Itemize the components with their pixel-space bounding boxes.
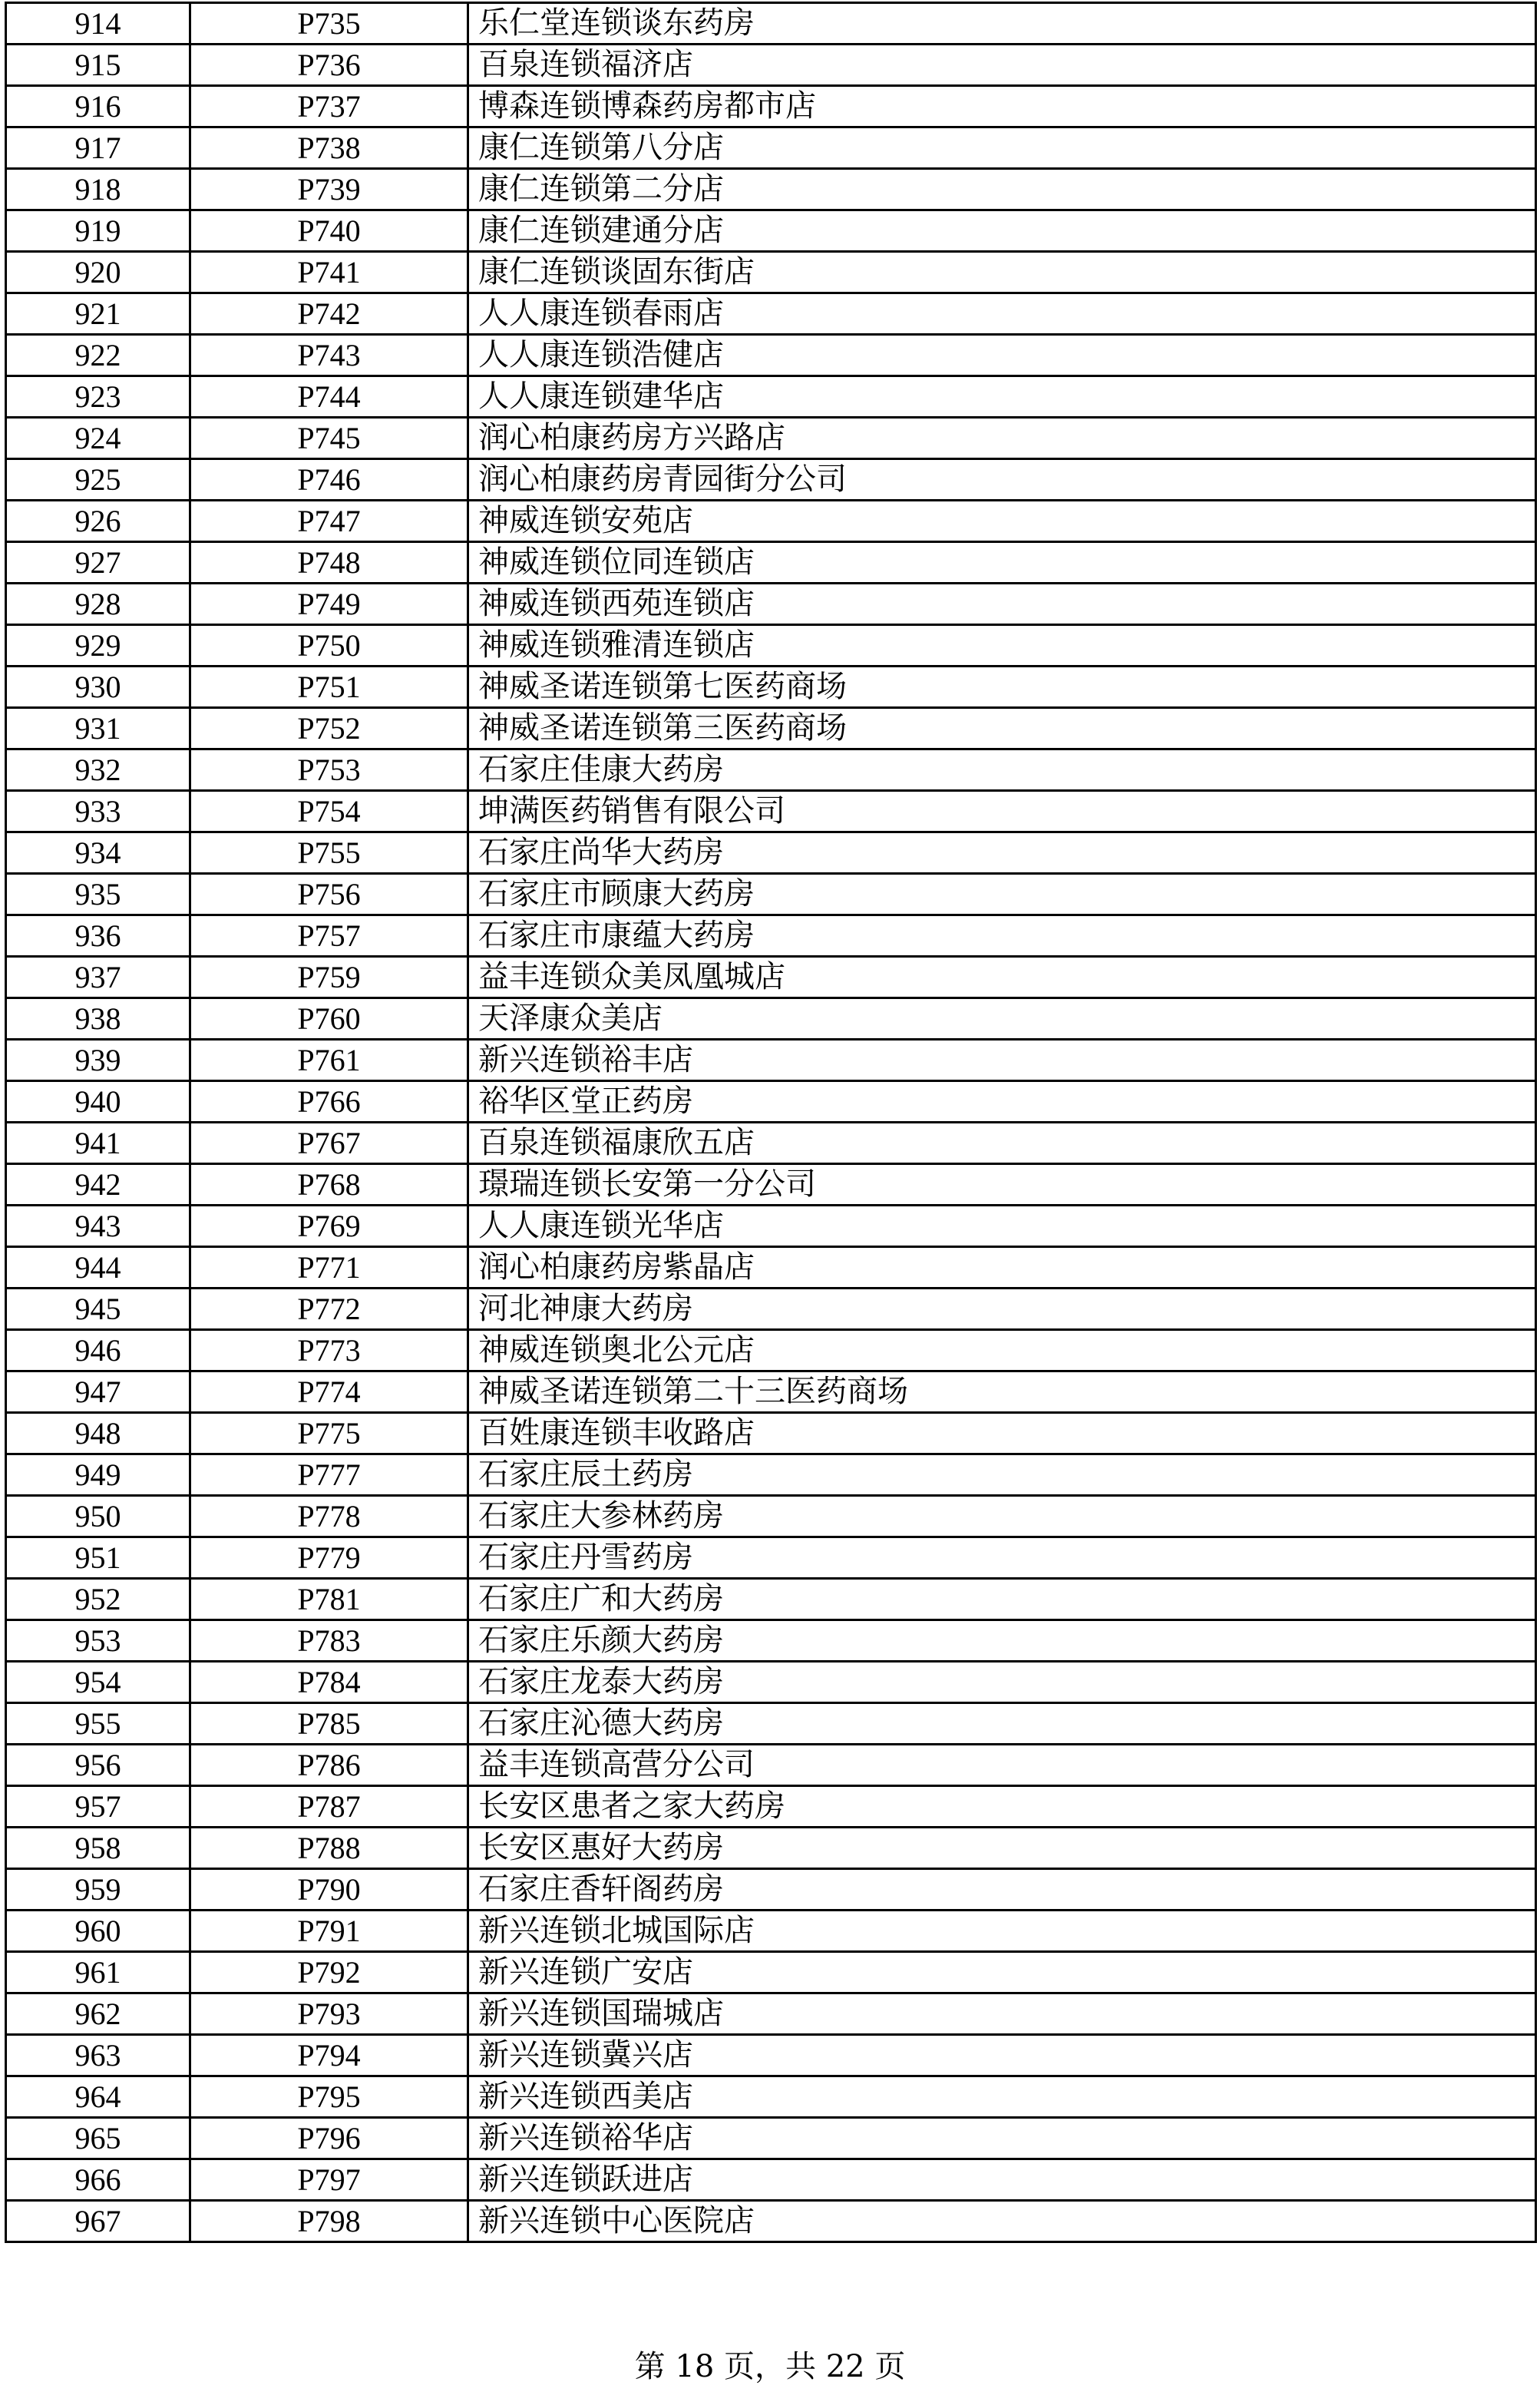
table-row	[6, 418, 1536, 459]
pharmacy-list-table	[5, 2, 1537, 2243]
row-number-cell: 944	[6, 1247, 190, 1289]
row-number-cell: 947	[6, 1371, 190, 1413]
table-row	[6, 1081, 1536, 1123]
row-number-cell: 960	[6, 1911, 190, 1952]
table-row	[6, 1164, 1536, 1206]
store-name-cell: 润心柏康药房青园街分公司	[468, 459, 1536, 501]
store-name-cell: 石家庄大参林药房	[468, 1496, 1536, 1537]
row-number-cell: 940	[6, 1081, 190, 1123]
row-number-cell: 914	[6, 3, 190, 45]
store-code-cell: P779	[190, 1537, 468, 1579]
row-number-cell: 920	[6, 252, 190, 293]
row-number-cell: 957	[6, 1786, 190, 1828]
table-row	[6, 1413, 1536, 1454]
store-code-cell: P773	[190, 1330, 468, 1371]
row-number-cell: 966	[6, 2159, 190, 2201]
store-code-cell: P755	[190, 832, 468, 874]
row-number-cell: 953	[6, 1620, 190, 1662]
store-code-cell: P777	[190, 1454, 468, 1496]
row-number-cell: 951	[6, 1537, 190, 1579]
table-row	[6, 1371, 1536, 1413]
store-code-cell: P750	[190, 625, 468, 667]
store-code-cell: P784	[190, 1662, 468, 1703]
store-code-cell: P746	[190, 459, 468, 501]
row-number-cell: 922	[6, 335, 190, 376]
row-number-cell: 952	[6, 1579, 190, 1620]
store-code-cell: P738	[190, 127, 468, 169]
store-name-cell: 百泉连锁福康欣五店	[468, 1123, 1536, 1164]
store-code-cell: P767	[190, 1123, 468, 1164]
store-code-cell: P757	[190, 915, 468, 957]
row-number-cell: 919	[6, 210, 190, 252]
row-number-cell: 967	[6, 2201, 190, 2242]
table-row	[6, 169, 1536, 210]
table-row	[6, 2035, 1536, 2076]
store-name-cell: 百姓康连锁丰收路店	[468, 1413, 1536, 1454]
row-number-cell: 924	[6, 418, 190, 459]
row-number-cell: 925	[6, 459, 190, 501]
row-number-cell: 931	[6, 708, 190, 749]
store-name-cell: 新兴连锁西美店	[468, 2076, 1536, 2118]
store-code-cell: P768	[190, 1164, 468, 1206]
store-code-cell: P781	[190, 1579, 468, 1620]
row-number-cell: 964	[6, 2076, 190, 2118]
store-name-cell: 石家庄丹雪药房	[468, 1537, 1536, 1579]
store-code-cell: P775	[190, 1413, 468, 1454]
store-code-cell: P797	[190, 2159, 468, 2201]
store-code-cell: P756	[190, 874, 468, 915]
store-name-cell: 石家庄市康蕴大药房	[468, 915, 1536, 957]
table-row	[6, 335, 1536, 376]
row-number-cell: 939	[6, 1040, 190, 1081]
table-row	[6, 1662, 1536, 1703]
table-row	[6, 1828, 1536, 1869]
store-code-cell: P774	[190, 1371, 468, 1413]
store-name-cell: 石家庄市顾康大药房	[468, 874, 1536, 915]
table-row	[6, 2201, 1536, 2242]
store-code-cell: P792	[190, 1952, 468, 1993]
row-number-cell: 921	[6, 293, 190, 335]
row-number-cell: 928	[6, 584, 190, 625]
table-row	[6, 1040, 1536, 1081]
store-code-cell: P753	[190, 749, 468, 791]
table-row	[6, 667, 1536, 708]
store-code-cell: P741	[190, 252, 468, 293]
table-row	[6, 584, 1536, 625]
table-row	[6, 1911, 1536, 1952]
store-name-cell: 康仁连锁第二分店	[468, 169, 1536, 210]
store-name-cell: 百泉连锁福济店	[468, 45, 1536, 86]
row-number-cell: 927	[6, 542, 190, 584]
store-name-cell: 石家庄辰土药房	[468, 1454, 1536, 1496]
table-row	[6, 252, 1536, 293]
store-name-cell: 神威连锁雅清连锁店	[468, 625, 1536, 667]
row-number-cell: 933	[6, 791, 190, 832]
store-name-cell: 康仁连锁建通分店	[468, 210, 1536, 252]
table-row	[6, 2159, 1536, 2201]
row-number-cell: 963	[6, 2035, 190, 2076]
store-code-cell: P787	[190, 1786, 468, 1828]
store-code-cell: P795	[190, 2076, 468, 2118]
store-name-cell: 石家庄广和大药房	[468, 1579, 1536, 1620]
store-name-cell: 河北神康大药房	[468, 1289, 1536, 1330]
row-number-cell: 935	[6, 874, 190, 915]
table-row	[6, 210, 1536, 252]
table-row	[6, 2076, 1536, 2118]
table-row	[6, 3, 1536, 45]
store-code-cell: P794	[190, 2035, 468, 2076]
store-name-cell: 坤满医药销售有限公司	[468, 791, 1536, 832]
store-name-cell: 神威连锁奥北公元店	[468, 1330, 1536, 1371]
store-name-cell: 新兴连锁国瑞城店	[468, 1993, 1536, 2035]
table-row	[6, 1620, 1536, 1662]
store-code-cell: P798	[190, 2201, 468, 2242]
table-row	[6, 86, 1536, 127]
store-code-cell: P739	[190, 169, 468, 210]
table-row	[6, 1247, 1536, 1289]
table-row	[6, 832, 1536, 874]
row-number-cell: 946	[6, 1330, 190, 1371]
table-row	[6, 1579, 1536, 1620]
table-row	[6, 791, 1536, 832]
store-name-cell: 乐仁堂连锁谈东药房	[468, 3, 1536, 45]
table-row	[6, 1786, 1536, 1828]
store-code-cell: P759	[190, 957, 468, 998]
row-number-cell: 949	[6, 1454, 190, 1496]
store-code-cell: P742	[190, 293, 468, 335]
store-code-cell: P747	[190, 501, 468, 542]
store-code-cell: P783	[190, 1620, 468, 1662]
store-code-cell: P748	[190, 542, 468, 584]
store-name-cell: 人人康连锁光华店	[468, 1206, 1536, 1247]
row-number-cell: 916	[6, 86, 190, 127]
row-number-cell: 956	[6, 1745, 190, 1786]
store-name-cell: 石家庄龙泰大药房	[468, 1662, 1536, 1703]
row-number-cell: 948	[6, 1413, 190, 1454]
table-row	[6, 1123, 1536, 1164]
store-code-cell: P745	[190, 418, 468, 459]
table-row	[6, 1952, 1536, 1993]
row-number-cell: 915	[6, 45, 190, 86]
table-row	[6, 459, 1536, 501]
table-row	[6, 625, 1536, 667]
table-row	[6, 874, 1536, 915]
store-code-cell: P754	[190, 791, 468, 832]
store-name-cell: 益丰连锁高营分公司	[468, 1745, 1536, 1786]
table-row	[6, 957, 1536, 998]
store-code-cell: P737	[190, 86, 468, 127]
row-number-cell: 950	[6, 1496, 190, 1537]
store-name-cell: 裕华区堂正药房	[468, 1081, 1536, 1123]
store-name-cell: 新兴连锁裕丰店	[468, 1040, 1536, 1081]
row-number-cell: 955	[6, 1703, 190, 1745]
store-name-cell: 新兴连锁广安店	[468, 1952, 1536, 1993]
store-name-cell: 神威连锁安苑店	[468, 501, 1536, 542]
store-code-cell: P772	[190, 1289, 468, 1330]
store-code-cell: P760	[190, 998, 468, 1040]
row-number-cell: 936	[6, 915, 190, 957]
table-row	[6, 1330, 1536, 1371]
row-number-cell: 917	[6, 127, 190, 169]
row-number-cell: 938	[6, 998, 190, 1040]
row-number-cell: 926	[6, 501, 190, 542]
store-name-cell: 博森连锁博森药房都市店	[468, 86, 1536, 127]
store-code-cell: P778	[190, 1496, 468, 1537]
table-row	[6, 1869, 1536, 1911]
store-name-cell: 石家庄乐颜大药房	[468, 1620, 1536, 1662]
table-row	[6, 1206, 1536, 1247]
row-number-cell: 942	[6, 1164, 190, 1206]
table-row	[6, 1289, 1536, 1330]
table-row	[6, 1703, 1536, 1745]
store-code-cell: P796	[190, 2118, 468, 2159]
store-name-cell: 润心柏康药房紫晶店	[468, 1247, 1536, 1289]
store-code-cell: P766	[190, 1081, 468, 1123]
store-name-cell: 神威连锁位同连锁店	[468, 542, 1536, 584]
row-number-cell: 918	[6, 169, 190, 210]
store-name-cell: 神威连锁西苑连锁店	[468, 584, 1536, 625]
store-code-cell: P749	[190, 584, 468, 625]
table-row	[6, 708, 1536, 749]
store-code-cell: P752	[190, 708, 468, 749]
page-footer	[0, 2345, 1540, 2388]
table-row	[6, 1745, 1536, 1786]
table-row	[6, 45, 1536, 86]
row-number-cell: 934	[6, 832, 190, 874]
store-name-cell: 璟瑞连锁长安第一分公司	[468, 1164, 1536, 1206]
store-name-cell: 人人康连锁建华店	[468, 376, 1536, 418]
row-number-cell: 962	[6, 1993, 190, 2035]
row-number-cell: 959	[6, 1869, 190, 1911]
store-name-cell: 石家庄沁德大药房	[468, 1703, 1536, 1745]
store-name-cell: 长安区患者之家大药房	[468, 1786, 1536, 1828]
table-row	[6, 501, 1536, 542]
row-number-cell: 932	[6, 749, 190, 791]
store-code-cell: P744	[190, 376, 468, 418]
store-code-cell: P735	[190, 3, 468, 45]
store-name-cell: 人人康连锁春雨店	[468, 293, 1536, 335]
table-row	[6, 1537, 1536, 1579]
table-row	[6, 293, 1536, 335]
store-code-cell: P751	[190, 667, 468, 708]
store-code-cell: P740	[190, 210, 468, 252]
store-name-cell: 神威圣诺连锁第七医药商场	[468, 667, 1536, 708]
store-code-cell: P786	[190, 1745, 468, 1786]
store-name-cell: 神威圣诺连锁第三医药商场	[468, 708, 1536, 749]
row-number-cell: 961	[6, 1952, 190, 1993]
store-code-cell: P743	[190, 335, 468, 376]
store-name-cell: 康仁连锁第八分店	[468, 127, 1536, 169]
store-name-cell: 人人康连锁浩健店	[468, 335, 1536, 376]
store-name-cell: 益丰连锁众美凤凰城店	[468, 957, 1536, 998]
row-number-cell: 941	[6, 1123, 190, 1164]
table-row	[6, 915, 1536, 957]
table-row	[6, 998, 1536, 1040]
store-name-cell: 新兴连锁裕华店	[468, 2118, 1536, 2159]
row-number-cell: 930	[6, 667, 190, 708]
store-name-cell: 天泽康众美店	[468, 998, 1536, 1040]
store-name-cell: 新兴连锁冀兴店	[468, 2035, 1536, 2076]
table-row	[6, 376, 1536, 418]
store-code-cell: P791	[190, 1911, 468, 1952]
store-code-cell: P790	[190, 1869, 468, 1911]
store-code-cell: P793	[190, 1993, 468, 2035]
table-row	[6, 1496, 1536, 1537]
row-number-cell: 965	[6, 2118, 190, 2159]
table-body	[6, 3, 1536, 2242]
store-code-cell: P785	[190, 1703, 468, 1745]
store-name-cell: 神威圣诺连锁第二十三医药商场	[468, 1371, 1536, 1413]
store-name-cell: 石家庄佳康大药房	[468, 749, 1536, 791]
store-name-cell: 新兴连锁北城国际店	[468, 1911, 1536, 1952]
row-number-cell: 954	[6, 1662, 190, 1703]
row-number-cell: 929	[6, 625, 190, 667]
row-number-cell: 958	[6, 1828, 190, 1869]
table-row	[6, 1993, 1536, 2035]
store-code-cell: P761	[190, 1040, 468, 1081]
table-row	[6, 749, 1536, 791]
store-name-cell: 康仁连锁谈固东街店	[468, 252, 1536, 293]
table-row	[6, 2118, 1536, 2159]
store-name-cell: 石家庄香轩阁药房	[468, 1869, 1536, 1911]
page-number-label: 第 18 页，共 22 页	[634, 2349, 906, 2384]
store-code-cell: P788	[190, 1828, 468, 1869]
store-code-cell: P771	[190, 1247, 468, 1289]
store-name-cell: 新兴连锁跃进店	[468, 2159, 1536, 2201]
store-code-cell: P769	[190, 1206, 468, 1247]
table-row	[6, 1454, 1536, 1496]
table-row	[6, 127, 1536, 169]
row-number-cell: 943	[6, 1206, 190, 1247]
store-code-cell: P736	[190, 45, 468, 86]
row-number-cell: 945	[6, 1289, 190, 1330]
row-number-cell: 923	[6, 376, 190, 418]
store-name-cell: 润心柏康药房方兴路店	[468, 418, 1536, 459]
row-number-cell: 937	[6, 957, 190, 998]
table-row	[6, 542, 1536, 584]
store-name-cell: 新兴连锁中心医院店	[468, 2201, 1536, 2242]
store-name-cell: 长安区惠好大药房	[468, 1828, 1536, 1869]
store-name-cell: 石家庄尚华大药房	[468, 832, 1536, 874]
